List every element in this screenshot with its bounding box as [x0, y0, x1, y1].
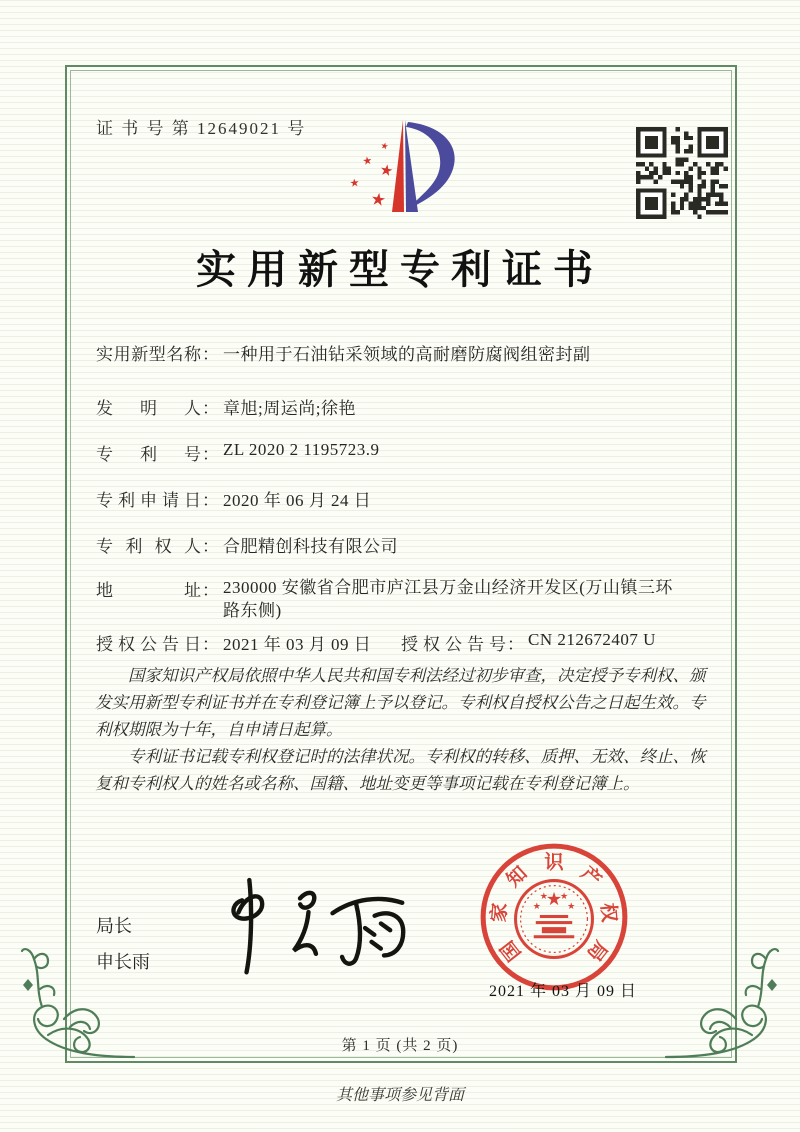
field-row-title: 实用新型名称 ： 一种用于石油钻采领域的高耐磨防腐阀组密封副	[96, 340, 591, 365]
certificate-title: 实用新型专利证书	[196, 247, 604, 292]
seal-date: 2021 年 03 月 09 日	[489, 983, 638, 1000]
field-label: 授权公告日	[96, 635, 201, 654]
field-label: 发明人	[96, 399, 201, 418]
commissioner-title: 局长	[96, 916, 132, 936]
svg-text:识: 识	[544, 852, 564, 874]
field-value: 2020 年 06 月 24 日	[223, 491, 372, 510]
signature-icon	[203, 868, 417, 985]
field-label: 专利权人	[96, 537, 201, 556]
legal-paragraph-2: 专利证书记载专利权登记时的法律状况。专利权的转移、质押、无效、终止、恢复和专利权人的姓名或名称、国籍、地址变更等事项记载在专利登记簿上。	[95, 747, 706, 793]
svg-text:知: 知	[503, 862, 532, 892]
official-seal	[473, 838, 635, 996]
page-number: 第 1 页 (共 2 页)	[341, 1038, 459, 1054]
national-emblem-icon	[516, 881, 593, 958]
certificate-number: 证 书 号 第 12649021 号	[96, 119, 307, 138]
commissioner-name: 申长雨	[96, 952, 150, 972]
svg-text:★: ★	[378, 160, 395, 181]
field-label: 地址	[96, 581, 201, 600]
svg-text:★: ★	[348, 176, 361, 190]
svg-text:★: ★	[361, 153, 374, 168]
svg-text:局: 局	[582, 936, 611, 965]
grant-date-value: 2021 年 03 月 09 日	[223, 635, 372, 654]
field-row-patent-number: 专利号 ： ZL 2020 2 1195723.9	[96, 440, 380, 464]
back-note: 其他事项参见背面	[335, 1087, 464, 1104]
svg-text:国: 国	[497, 936, 526, 965]
cnipa-logo-icon	[330, 112, 478, 227]
field-row-inventors: 发明人 ： 章旭;周运尚;徐艳	[96, 394, 356, 419]
svg-text:权: 权	[596, 902, 620, 924]
svg-text:★: ★	[379, 141, 390, 153]
field-label: 专利号	[96, 445, 201, 464]
field-row-filing-date: 专利申请日 ： 2020 年 06 月 24 日	[96, 486, 371, 511]
svg-text:★: ★	[560, 891, 569, 902]
svg-text:★: ★	[545, 888, 563, 910]
svg-text:★: ★	[539, 891, 548, 902]
field-row-patentee: 专利权人 ： 合肥精创科技有限公司	[96, 532, 398, 557]
field-row-grant: 授权公告日 ： 2021 年 03 月 09 日 授权公告号 ： CN 212672407 U	[96, 630, 656, 654]
field-label: 授权公告号	[401, 635, 506, 654]
field-value: ZL 2020 2 1195723.9	[223, 440, 380, 459]
field-row-address: 地址 ： 230000 安徽省合肥市庐江县万金山经济开发区(万山镇三环路东侧)	[96, 576, 675, 622]
legal-text	[95, 662, 715, 797]
field-value: 章旭;周运尚;徐艳	[223, 399, 356, 418]
field-label: 实用新型名称	[96, 345, 201, 364]
legal-paragraph-1: 国家知识产权局依照中华人民共和国专利法经过初步审查，决定授予专利权、颁发实用新型专利证书并在专利登记簿上予以登记。专利权自授权公告之日起生效。专利权期限为十年，自申请日起算。	[95, 666, 706, 739]
field-label: 专利申请日	[96, 491, 201, 510]
svg-text:产: 产	[576, 862, 605, 892]
svg-text:★: ★	[369, 189, 388, 212]
svg-text:家: 家	[488, 902, 512, 924]
qr-code	[636, 127, 728, 219]
grant-number-value: CN 212672407 U	[528, 630, 656, 649]
field-value: 230000 安徽省合肥市庐江县万金山经济开发区(万山镇三环路东侧)	[223, 578, 673, 620]
svg-text:★: ★	[532, 901, 541, 912]
svg-text:★: ★	[567, 901, 576, 912]
field-value: 一种用于石油钻采领域的高耐磨防腐阀组密封副	[223, 345, 591, 364]
field-value: 合肥精创科技有限公司	[223, 537, 398, 556]
